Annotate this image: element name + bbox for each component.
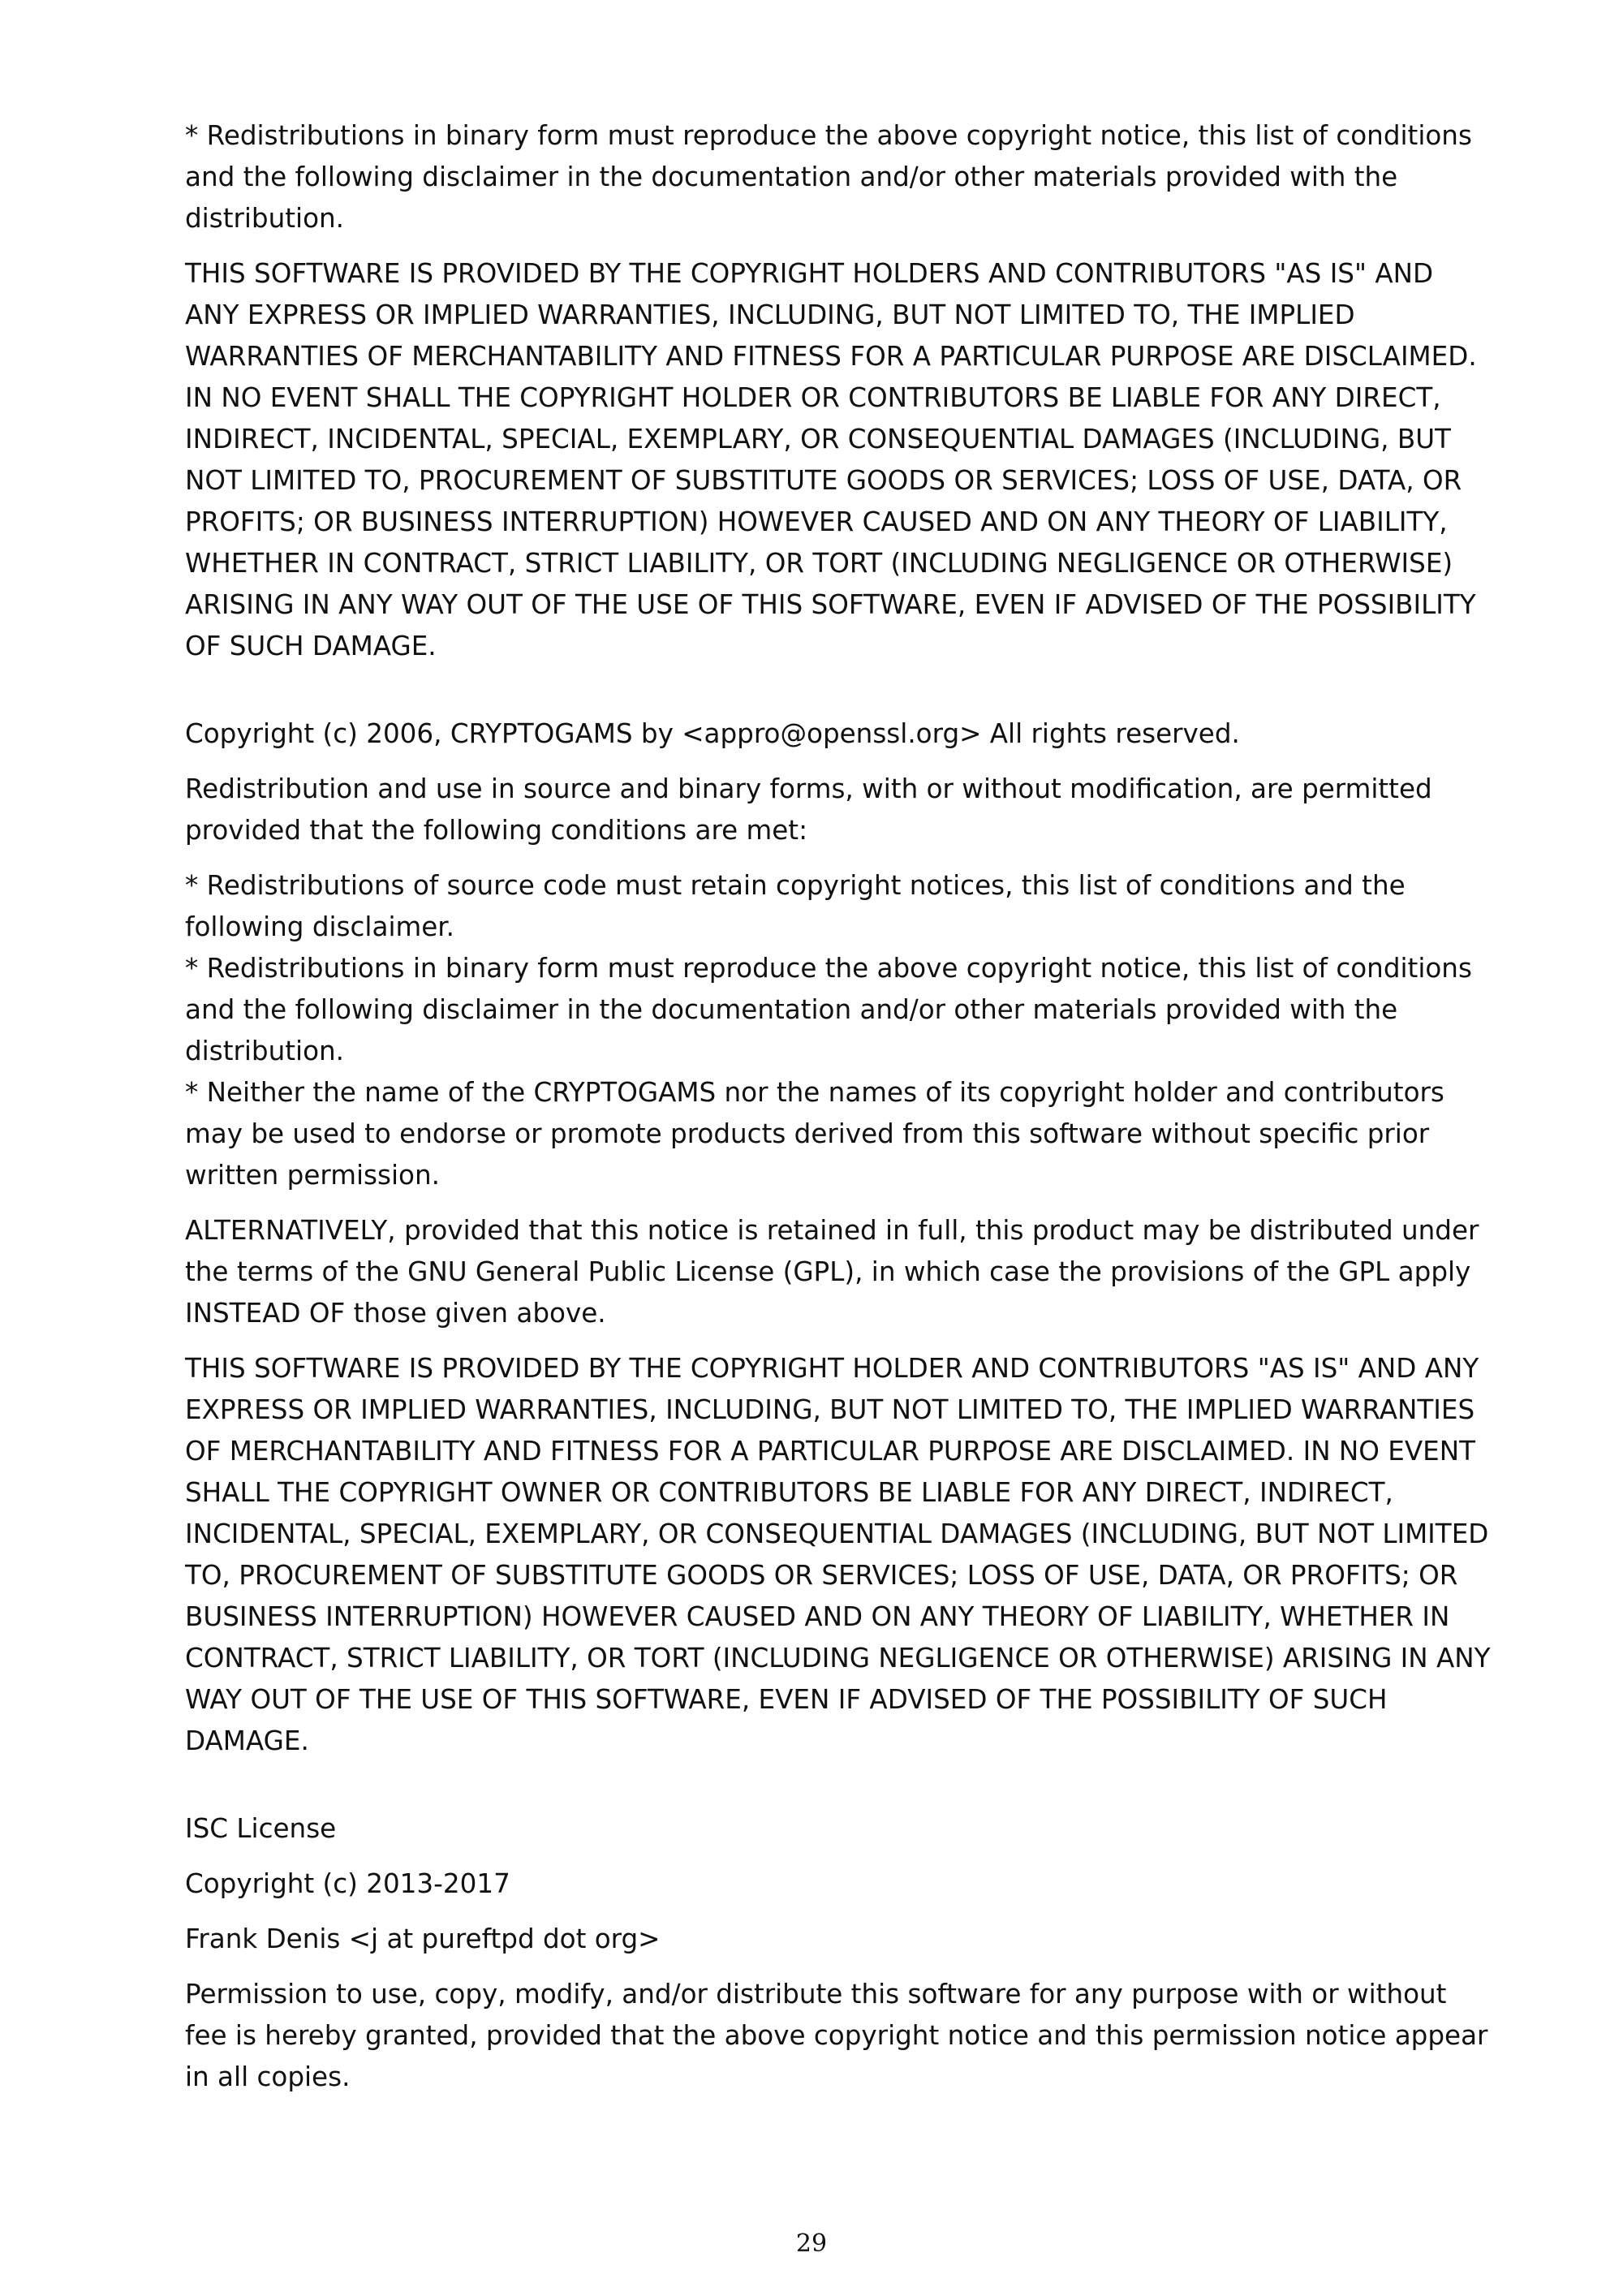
document-body <box>185 115 1492 2112</box>
page-number: 29 <box>795 2229 828 2258</box>
paragraph-disclaimer-2: THIS SOFTWARE IS PROVIDED BY THE COPYRIGHT HOLDER AND CONTRIBUTORS "AS IS" AND ANY EXPRESS OR IMPLIED WARRANTIES, INCLUDING, BUT NOT LIMITED TO, THE IMPLIED WARRANTIES OF MERCHANTABILITY AND FITNESS FOR A PARTICULAR PURPOSE ARE DISCLAIMED. IN NO EVENT SHALL THE COPYRIGHT OWNER OR CONTRIBUTORS BE LIABLE FOR ANY DIRECT, INDIRECT, INCIDENTAL, SPECIAL, EXEMPLARY, OR CONSEQUENTIAL DAMAGES (INCLUDING, BUT NOT LIMITED TO, PROCUREMENT OF SUBSTITUTE GOODS OR SERVICES; LOSS OF USE, DATA, OR PROFITS; OR BUSINESS INTERRUPTION) HOWEVER CAUSED AND ON ANY THEORY OF LIABILITY, WHETHER IN CONTRACT, STRICT LIABILITY, OR TORT (INCLUDING NEGLIGENCE OR OTHERWISE) ARISING IN ANY WAY OUT OF THE USE OF THIS SOFTWARE, EVEN IF ADVISED OF THE POSSIBILITY OF SUCH DAMAGE. <box>185 1353 1491 1756</box>
paragraph-isc-permission: Permission to use, copy, modify, and/or distribute this software for any purpose with or without fee is hereby granted, provided that the above copyright notice and this permission notice appear in all copies. <box>185 1979 1488 2092</box>
paragraph-endorsement: * Neither the name of the CRYPTOGAMS nor the names of its copyright holder and contributors may be used to endorse or promote products derived from this software without specific prior written permission. <box>185 1077 1444 1191</box>
paragraph-isc-license-title: ISC License <box>185 1813 337 1844</box>
paragraph-disclaimer-1: THIS SOFTWARE IS PROVIDED BY THE COPYRIGHT HOLDERS AND CONTRIBUTORS "AS IS" AND ANY EXPRESS OR IMPLIED WARRANTIES, INCLUDING, BUT NOT LIMITED TO, THE IMPLIED WARRANTIES OF MERCHANTABILITY AND FITNESS FOR A PARTICULAR PURPOSE ARE DISCLAIMED. IN NO EVENT SHALL THE COPYRIGHT HOLDER OR CONTRIBUTORS BE LIABLE FOR ANY DIRECT, INDIRECT, INCIDENTAL, SPECIAL, EXEMPLARY, OR CONSEQUENTIAL DAMAGES (INCLUDING, BUT NOT LIMITED TO, PROCUREMENT OF SUBSTITUTE GOODS OR SERVICES; LOSS OF USE, DATA, OR PROFITS; OR BUSINESS INTERRUPTION) HOWEVER CAUSED AND ON ANY THEORY OF LIABILITY, WHETHER IN CONTRACT, STRICT LIABILITY, OR TORT (INCLUDING NEGLIGENCE OR OTHERWISE) ARISING IN ANY WAY OUT OF THE USE OF THIS SOFTWARE, EVEN IF ADVISED OF THE POSSIBILITY OF SUCH DAMAGE. <box>185 258 1477 661</box>
paragraph-cryptogams-copyright: Copyright (c) 2006, CRYPTOGAMS by <appro@openssl.org> All rights reserved. <box>185 718 1240 749</box>
paragraph-gpl-alternative: ALTERNATIVELY, provided that this notice is retained in full, this product may be distributed under the terms of the GNU General Public License (GPL), in which case the provisions of the GPL apply INSTEAD OF those given above. <box>185 1215 1479 1329</box>
paragraph-isc-copyright: Copyright (c) 2013-2017 <box>185 1868 510 1899</box>
paragraph-binary-redistribution-2: * Redistributions in binary form must reproduce the above copyright notice, this list of conditions and the following disclaimer in the documentation and/or other materials provided with the distribution. <box>185 953 1472 1066</box>
paragraph-binary-redistribution-1: * Redistributions in binary form must reproduce the above copyright notice, this list of conditions and the following disclaimer in the documentation and/or other materials provided with the distribution. <box>185 120 1472 234</box>
paragraph-isc-author: Frank Denis <j at pureftpd dot org> <box>185 1923 661 1954</box>
paragraph-redistribution-conditions: Redistribution and use in source and binary forms, with or without modification, are permitted provided that the following conditions are met: <box>185 773 1432 846</box>
paragraph-source-redistribution: * Redistributions of source code must retain copyright notices, this list of conditions and the following disclaimer. <box>185 870 1406 942</box>
